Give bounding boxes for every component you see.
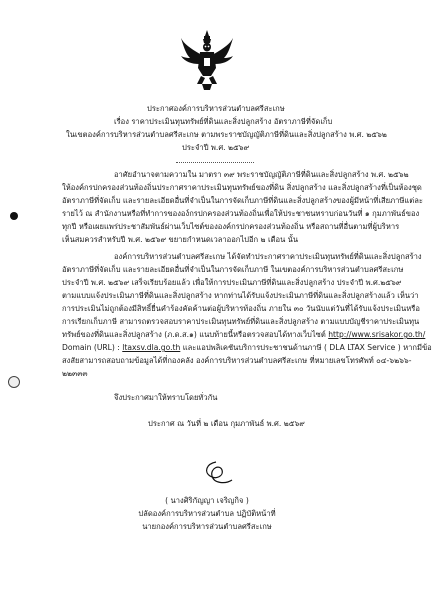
subject-line-2: ในเขตองค์การบริหารส่วนตำบลศรีสะเกษ ตามพระราชบัญญัติภาษีที่ดินและสิ่งปลูกสร้าง พ.ศ. ๒๕๖๒ [66, 130, 387, 139]
para2-line: ประจำปี พ.ศ. ๒๕๖๙ เสร็จเรียบร้อยแล้ว เพื่อให้การประเมินภาษีที่ดินและสิ่งปลูกสร้าง ประจำปี พ.ศ.๒๕๖๙ [62, 278, 402, 287]
para2-line: ตามแบบแจ้งประเมินภาษีที่ดินและสิ่งปลูกสร้าง หากท่านได้รับแจ้งประเมินภาษีที่ดินและสิ่งปลูกสร้างแล้ว เห็นว่า [62, 291, 419, 300]
subject-line-1: เรื่อง ราคาประเมินทุนทรัพย์ที่ดินและสิ่งปลูกสร้าง อัตราภาษีที่จัดเก็บ [114, 117, 333, 126]
punch-hole-ring [8, 376, 20, 388]
para2-line: ๒๒๓๓๓ [62, 369, 88, 378]
signer-title-2: นายกองค์การบริหารส่วนตำบลศรีสะเกษ [142, 522, 272, 531]
para2-line: อัตราภาษีที่จัดเก็บ และรายละเอียดอื่นที่จำเป็นในการจัดเก็บภาษี ในเขตองค์การบริหารส่วนตำบลศรีสะเกษ [62, 265, 404, 274]
announce-line: จึงประกาศมาให้ทราบโดยทั่วกัน [114, 393, 218, 402]
para2-line-text: ทรัพย์ของที่ดินและสิ่งปลูกสร้าง (ภ.ด.ส.๑) แนบท้ายนี้หรือตรวจสอบได้ทางเว็บไซต์ [62, 330, 326, 339]
para2-line: สงสัยสามารถสอบถามข้อมูลได้ที่กองคลัง องค์การบริหารส่วนตำบลศรีสะเกษ ที่หมายเลขโทรศัพท์ ๐๔-๖๒๖๖- [62, 356, 412, 365]
para2-line: การประเมินไม่ถูกต้องมีสิทธิ์ยื่นคำร้องคัดค้านต่อผู้บริหารท้องถิ่น ภายใน ๓๐ วันนับแต่วันที่ได้รับแจ้งประเมินหรือ [62, 304, 420, 313]
para2-line: การเรียกเก็บภาษี สามารถตรวจสอบราคาประเมินทุนทรัพย์ที่ดินและสิ่งปลูกสร้าง ตามแบบบัญชีราคาประเมินทุน [62, 317, 420, 326]
para1-line: อาศัยอำนาจตามความใน มาตรา ๓๙ พระราชบัญญัติภาษีที่ดินและสิ่งปลูกสร้าง พ.ศ. ๒๕๖๒ [114, 170, 409, 179]
para1-line: รายไว้ ณ สำนักงานหรือที่ทำการขององ์กรปกครองส่วนท้องถิ่นเพื่อให้ประชาชนทราบก่อนวันที่ ๑ กุมภาพันธ์ของ [62, 209, 420, 218]
punch-hole [10, 212, 18, 220]
separator-dots [176, 162, 254, 163]
domain-link[interactable]: ltaxsv.dla.go.th [122, 343, 181, 352]
date-line: ประกาศ ณ วันที่ ๒ เดือน กุมภาพันธ์ พ.ศ. ๒๕๖๙ [148, 419, 305, 428]
para2-line [62, 330, 425, 341]
domain-suffix: และแอปพลิเคชันบริการประชาชนด้านภาษี ( DLA LTAX Service ) หากมีข้อ [182, 343, 432, 352]
garuda-emblem-icon [180, 28, 234, 92]
para1-line: อัตราภาษีที่จัดเก็บ และรายละเอียดอื่นที่จำเป็นในการจัดเก็บภาษีที่ดินและสิ่งปลูกสร้างของผู้มีหน้าที่เสียภาษีแต่ละ [62, 196, 423, 205]
para1-line: เห็นสมควรสำหรับปี พ.ศ. ๒๕๖๙ ขยายกำหนดเวลาออกไปอีก ๒ เดือน นั้น [62, 235, 299, 244]
website-link[interactable]: http://www.srisakor.go.th/ [328, 330, 426, 339]
domain-prefix: Domain (URL) : [62, 343, 120, 352]
handwritten-signature [196, 458, 242, 488]
para2-line [62, 343, 432, 354]
para1-line: ทุกปี หรือเผยแพร่ประชาสัมพันธ์ผ่านเว็บไซต์ขององค์กรปกครองส่วนท้องถิ่น หรือสถานที่อื่นตามที่ผู้บริหาร [62, 222, 400, 231]
para1-line: ให้องค์กรปกครองส่วนท้องถิ่นประกาศราคาประเมินทุนทรัพย์ของที่ดิน สิ่งปลูกสร้าง และสิ่งปลูกสร้างที่เป็นห้องชุด [62, 183, 422, 192]
signer-title-1: ปลัดองค์การบริหารส่วนตำบล ปฏิบัติหน้าที่ [138, 509, 276, 518]
org-title: ประกาศองค์การบริหารส่วนตำบลศรีสะเกษ [147, 104, 285, 113]
signer-name: ( นางศิริกัญญา เจริญกิจ ) [165, 496, 249, 505]
para2-line: องค์การบริหารส่วนตำบลศรีสะเกษ ได้จัดทำประกาศราคาประเมินทุนทรัพย์ที่ดินและสิ่งปลูกสร้าง [114, 252, 422, 261]
subject-line-3: ประจำปี พ.ศ. ๒๕๖๙ [182, 143, 250, 152]
